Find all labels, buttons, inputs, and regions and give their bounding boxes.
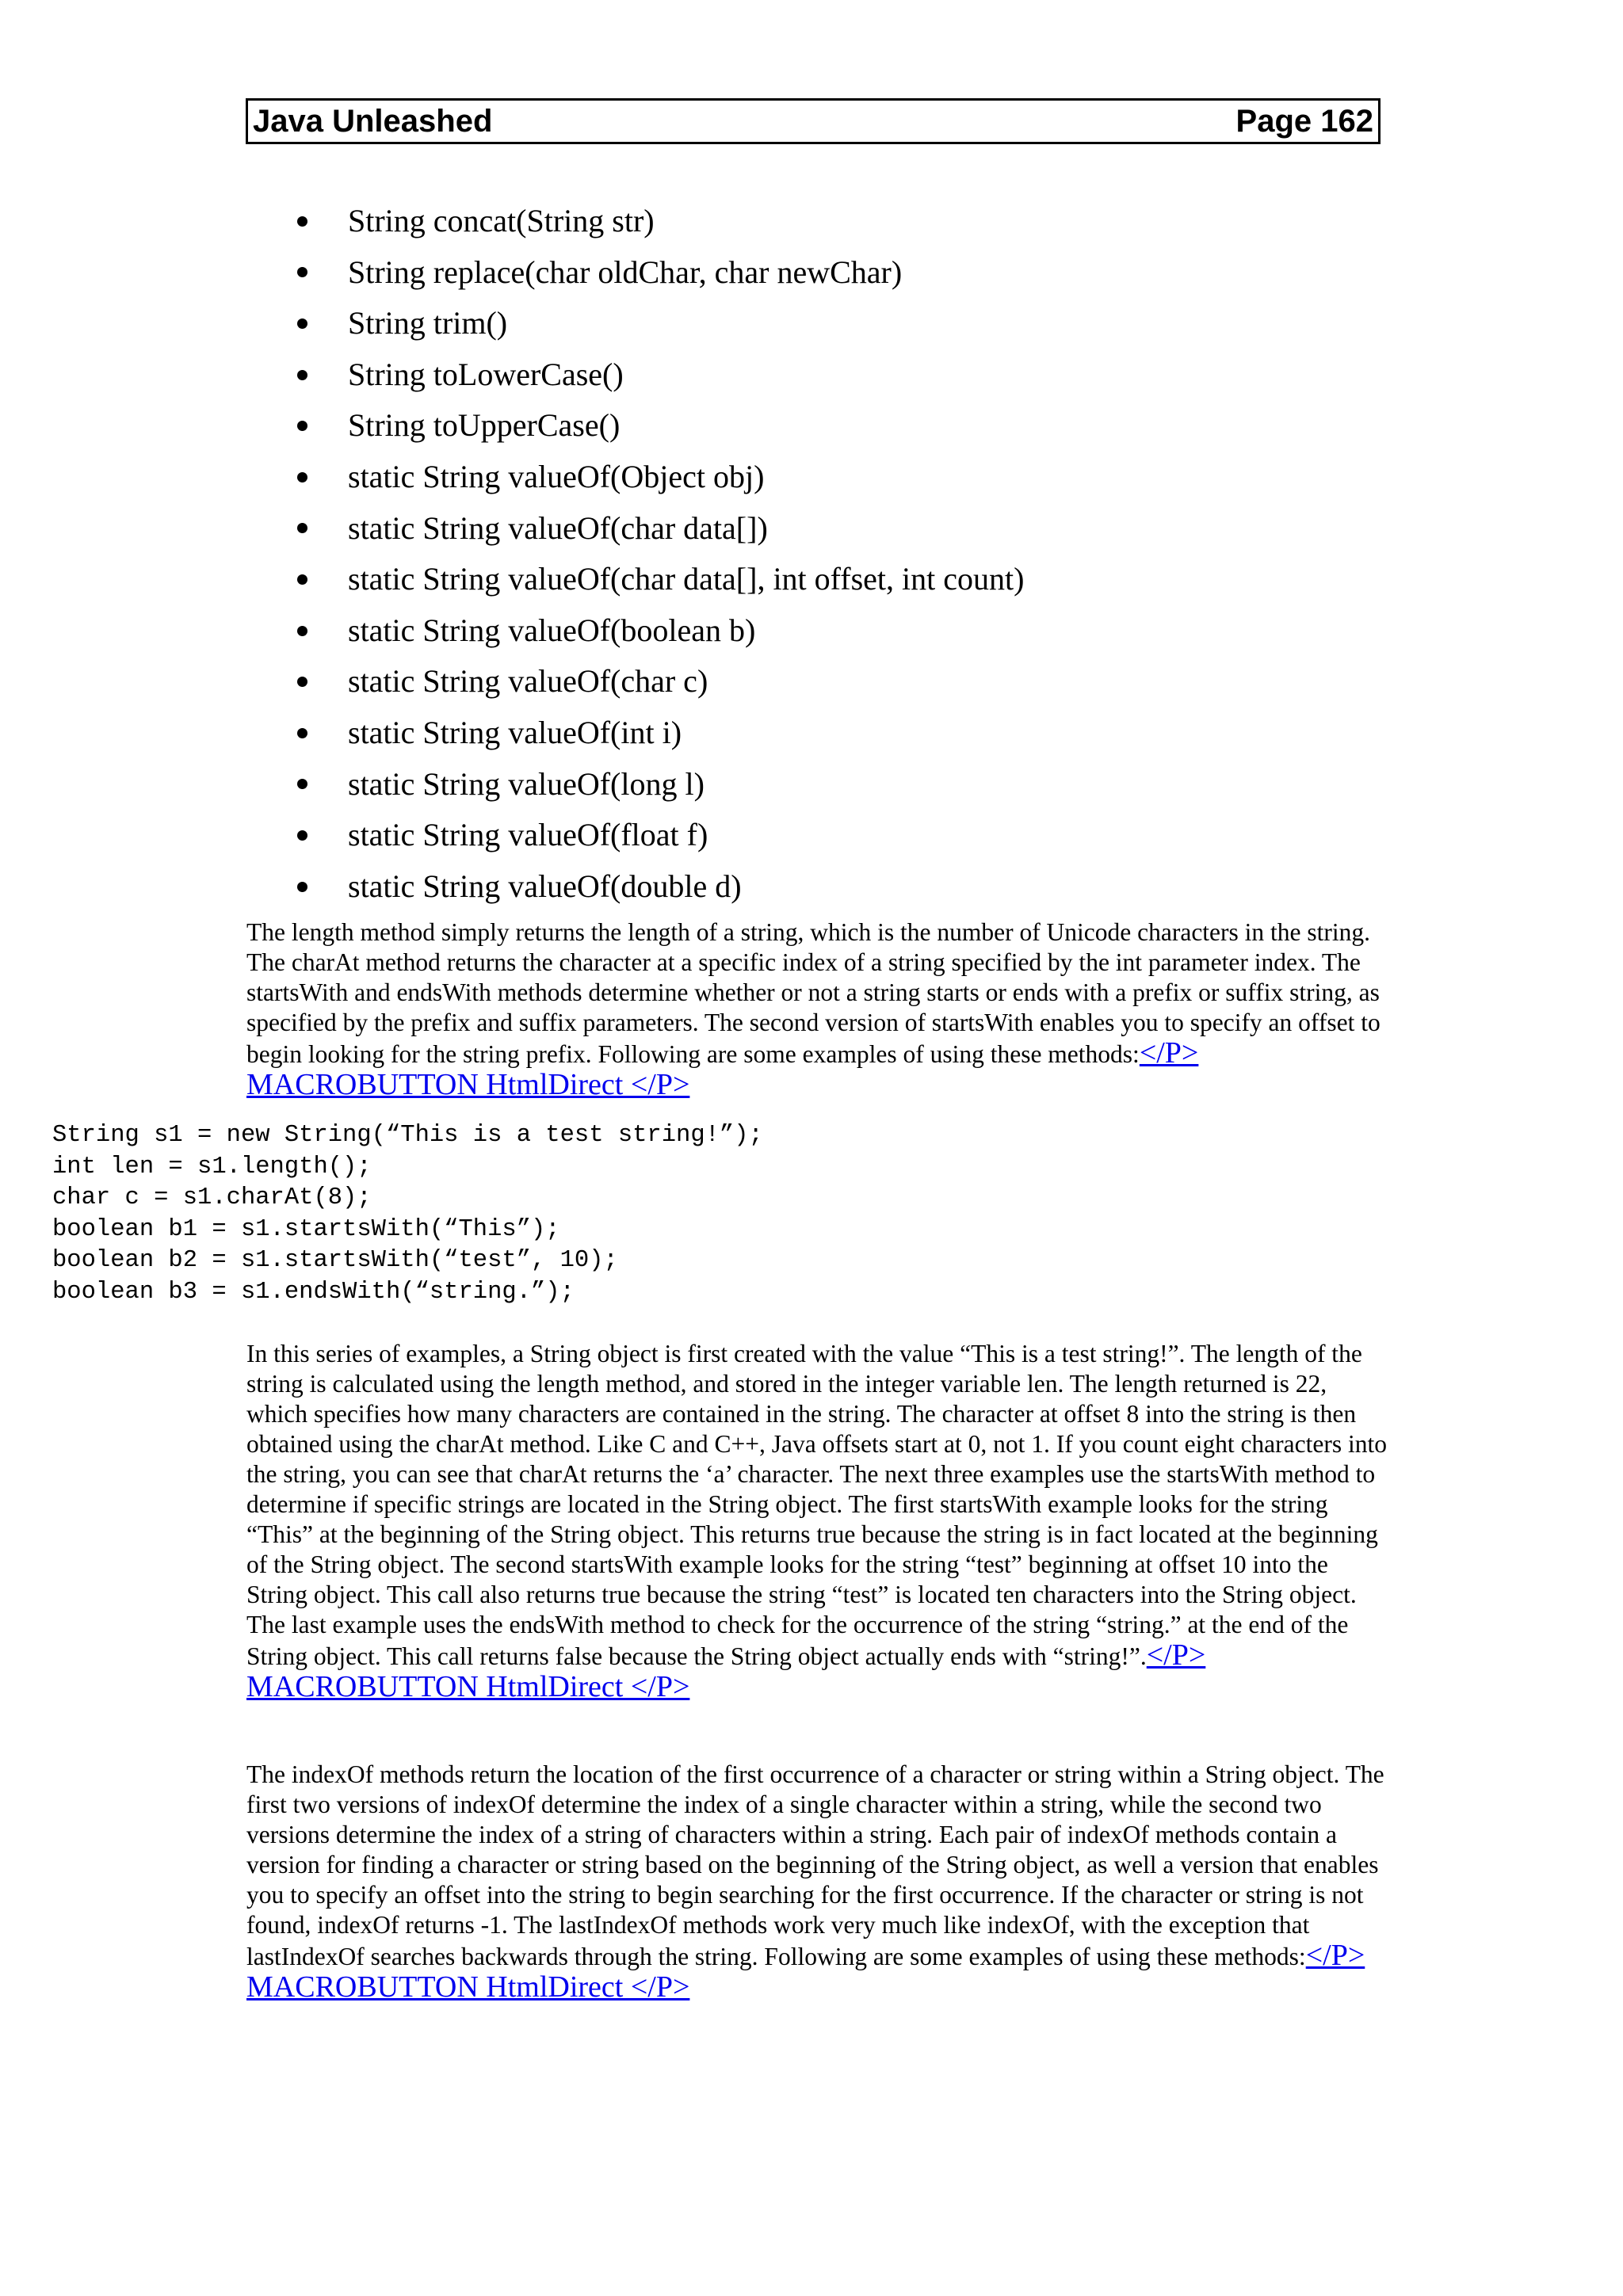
code-block — [52, 1120, 763, 1308]
bullet-icon — [297, 370, 307, 380]
list-item: String replace(char oldChar, char newChar) — [293, 247, 1024, 299]
page-header — [246, 98, 1381, 144]
paragraph-examples-explanation — [246, 1339, 1388, 1703]
macrobutton-link[interactable]: </P> MACROBUTTON HtmlDirect </P> — [246, 1036, 1199, 1101]
macrobutton-link[interactable]: </P> MACROBUTTON HtmlDirect </P> — [246, 1939, 1365, 2004]
code-line: int len = s1.length(); — [52, 1153, 372, 1180]
book-title: Java Unleashed — [253, 103, 493, 139]
list-item: static String valueOf(char data[], int offset, int count) — [293, 554, 1024, 605]
bullet-icon — [297, 216, 307, 227]
list-item: static String valueOf(float f) — [293, 810, 1024, 861]
paragraph-text: In this series of examples, a String object is first created with the value “This is a test string!”. The length of the string is calculated using the length method, and stored in the integer variable len. The length returned is 22, which specifies how many characters are contained in the string. The character at offset 8 into the string is then obtained using the charAt method. Like C and C++, Java offsets start at 0, not 1. If you count eight characters into the string, you can see that charAt returns the ‘a’ character. The next three examples use the startsWith method to determine if specific strings are located in the String object. The first startsWith example looks for the string “This” at the beginning of the String object. This returns true because the string is in fact located at the beginning of the String object. The second startsWith example looks for the string “test” beginning at offset 10 into the String object. This call also returns true because the string “test” is located ten characters into the String object. The last example uses the endsWith method to check for the occurrence of the string “string.” at the end of the String object. This call returns false because the String object actually ends with “string!”. — [246, 1340, 1387, 1670]
list-item: String concat(String str) — [293, 196, 1024, 247]
list-item: static String valueOf(boolean b) — [293, 605, 1024, 657]
list-item: static String valueOf(long l) — [293, 759, 1024, 810]
code-line: char c = s1.charAt(8); — [52, 1184, 372, 1211]
paragraph-text: The indexOf methods return the location of the first occurrence of a character or string within a String object. The first two versions of indexOf determine the index of a single character within a string, while the second two versions determine the index of a string of characters within a string. Each pair of indexOf methods contain a version for finding a character or string based on the beginning of the String object, as well a version that enables you to specify an offset into the string to begin searching for the first occurrence. If the character or string is not found, indexOf returns -1. The lastIndexOf methods work very much like indexOf, with the exception that lastIndexOf searches backwards through the string. Following are some examples of using these methods: — [246, 1760, 1384, 1970]
method-list — [293, 196, 1024, 912]
paragraph-length-method — [246, 917, 1388, 1101]
paragraph-indexof-methods — [246, 1760, 1388, 2004]
code-line: boolean b3 = s1.endsWith(“string.”); — [52, 1278, 575, 1306]
bullet-icon — [297, 626, 307, 636]
bullet-icon — [297, 830, 307, 841]
bullet-icon — [297, 472, 307, 482]
bullet-icon — [297, 523, 307, 533]
code-line: boolean b1 = s1.startsWith(“This”); — [52, 1215, 560, 1243]
bullet-icon — [297, 318, 307, 329]
bullet-icon — [297, 728, 307, 738]
macrobutton-link[interactable]: </P> MACROBUTTON HtmlDirect </P> — [246, 1638, 1206, 1703]
bullet-icon — [297, 779, 307, 789]
code-line: boolean b2 = s1.startsWith(“test”, 10); — [52, 1247, 618, 1274]
bullet-icon — [297, 421, 307, 431]
code-line: String s1 = new String(“This is a test string!”); — [52, 1122, 763, 1149]
list-item: String toLowerCase() — [293, 349, 1024, 401]
list-item: static String valueOf(double d) — [293, 861, 1024, 913]
list-item: String trim() — [293, 298, 1024, 349]
list-item: static String valueOf(char c) — [293, 656, 1024, 707]
bullet-icon — [297, 882, 307, 892]
paragraph-text: The length method simply returns the length of a string, which is the number of Unicode characters in the string. The charAt method returns the character at a specific index of a string specified by the int parameter index. The startsWith and endsWith methods determine whether or not a string starts or ends with a prefix or suffix string, as specified by the prefix and suffix parameters. The second version of startsWith enables you to specify an offset to begin looking for the string prefix. Following are some examples of using these methods: — [246, 918, 1381, 1068]
bullet-icon — [297, 574, 307, 585]
page-number: Page 162 — [1235, 103, 1373, 139]
bullet-icon — [297, 677, 307, 687]
list-item: static String valueOf(int i) — [293, 707, 1024, 759]
list-item: static String valueOf(char data[]) — [293, 503, 1024, 555]
bullet-icon — [297, 267, 307, 277]
list-item: String toUpperCase() — [293, 400, 1024, 452]
list-item: static String valueOf(Object obj) — [293, 452, 1024, 503]
